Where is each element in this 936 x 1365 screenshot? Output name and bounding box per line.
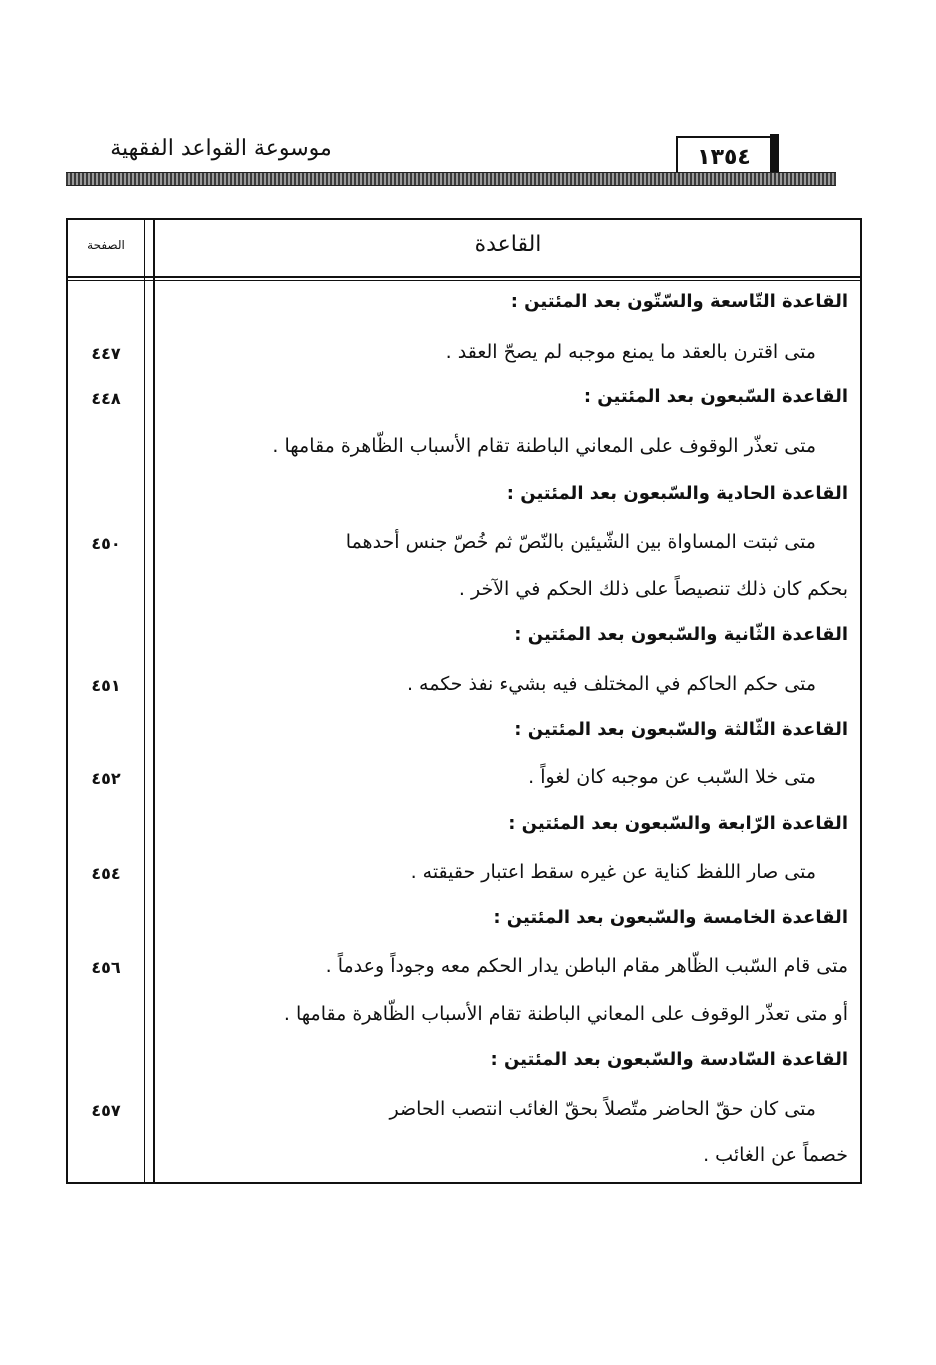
column-header-page: الصفحة [87,238,125,252]
page-reference: ٤٤٨ [91,389,121,408]
rule-heading: القاعدة التّاسعة والسّتّون بعد المئتين : [510,291,848,312]
rule-statement: متى اقترن بالعقد ما يمنع موجبه لم يصحّ العقد . [445,341,816,363]
page-reference: ٤٥٠ [91,534,121,553]
rule-statement: متى ثبتت المساواة بين الشّيئين بالنّصّ ثم خُصّ جنس أحدهما [345,531,816,553]
rule-statement-continued: بحكم كان ذلك تنصيصاً على ذلك الحكم في الآخر . [458,578,848,600]
rule-statement-alternate: أو متى تعذّر الوقوف على المعاني الباطنة تقام الأسباب الظّاهرة مقامها . [283,1003,848,1025]
rule-statement: متى خلا السّبب عن موجبه كان لغواً . [528,766,816,788]
rule-statement-continued: خصماً عن الغائب . [703,1144,848,1166]
rule-heading: القاعدة الحادية والسّبعون بعد المئتين : [506,483,848,504]
page-reference: ٤٤٧ [91,344,121,363]
book-title: موسوعة القواعد الفقهية [110,136,332,161]
page-reference: ٤٥٦ [91,958,121,977]
column-header-rule: القاعدة [474,232,542,257]
page-number: ١٣٥٤ [676,136,772,178]
rule-heading: القاعدة الرّابعة والسّبعون بعد المئتين : [508,813,848,834]
rule-statement: متى صار اللفظ كناية عن غيره سقط اعتبار حقيقته . [410,861,816,883]
rule-statement: متى قام السّبب الظّاهر مقام الباطن يدار الحكم معه وجوداً وعدماً . [325,955,848,977]
rule-statement: متى كان حقّ الحاضر متّصلاً بحقّ الغائب انتصب الحاضر [389,1098,816,1120]
column-divider-inner [144,218,145,1184]
rule-heading: القاعدة الثّالثة والسّبعون بعد المئتين : [514,719,848,740]
rule-statement: متى تعذّر الوقوف على المعاني الباطنة تقام الأسباب الظّاهرة مقامها . [272,435,816,457]
header-divider [66,172,836,186]
page-reference: ٤٥١ [91,676,121,695]
page-reference: ٤٥٤ [91,864,121,883]
rule-heading: القاعدة الثّانية والسّبعون بعد المئتين : [514,624,848,645]
header-row-divider [66,276,862,278]
rule-heading: القاعدة السّادسة والسّبعون بعد المئتين : [490,1049,848,1070]
rule-heading: القاعدة الخامسة والسّبعون بعد المئتين : [493,907,848,928]
column-divider [153,218,155,1184]
page-reference: ٤٥٢ [91,769,121,788]
header-row-divider-second [66,280,862,281]
page-reference: ٤٥٧ [91,1101,121,1120]
rule-statement: متى حكم الحاكم في المختلف فيه بشيء نفذ حكمه . [406,673,816,695]
rule-heading: القاعدة السّبعون بعد المئتين : [583,386,848,407]
